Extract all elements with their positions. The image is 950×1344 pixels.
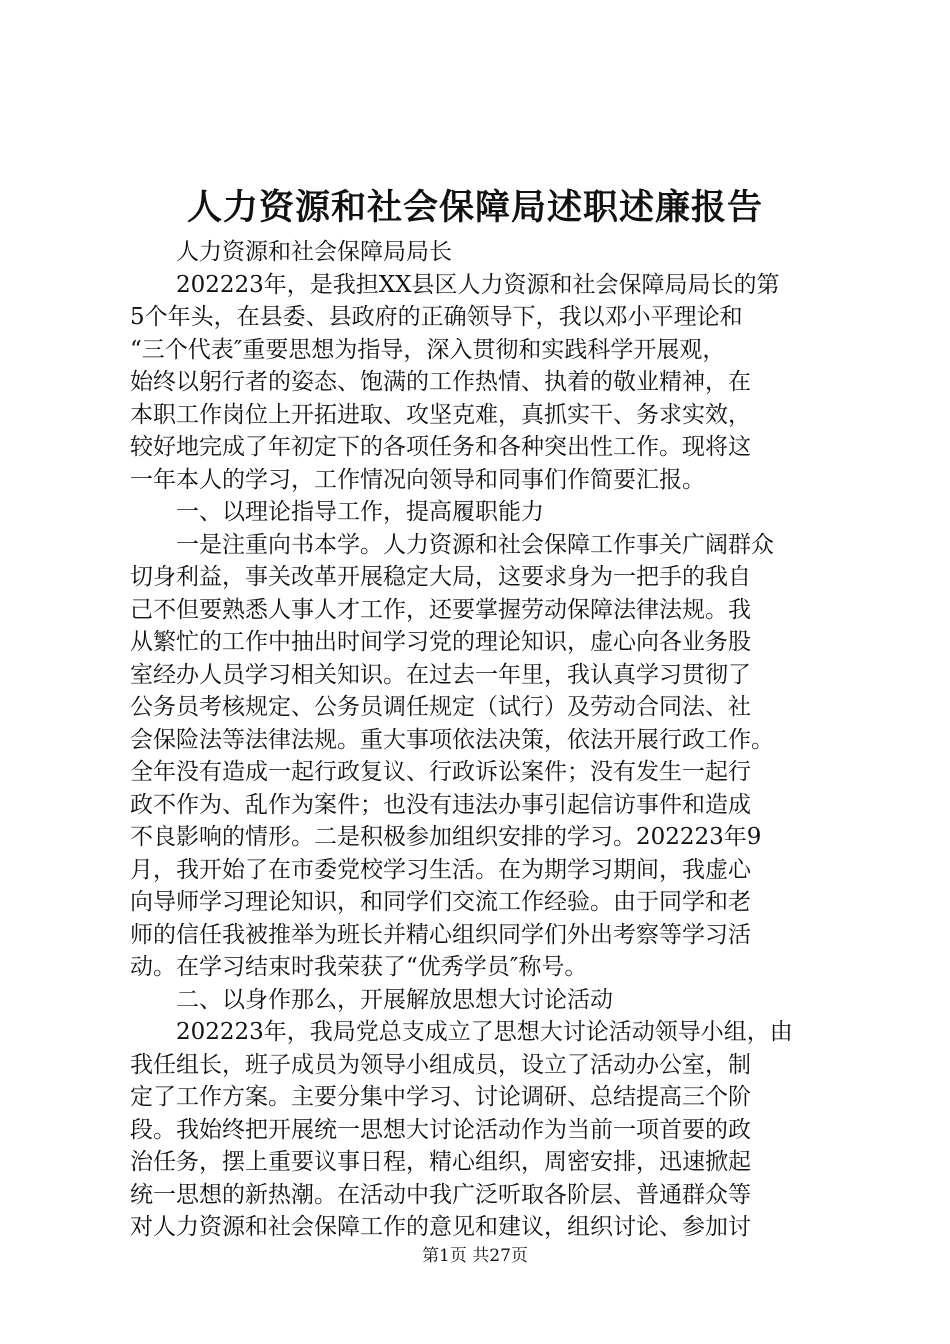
text-line: 切身利益，事关改革开展稳定大局，这要求身为一把手的我自 — [130, 564, 751, 590]
text-line: 治任务，摆上重要议事日程，精心组织，周密安排，迅速掀起 — [130, 1149, 751, 1175]
text-line: 从繁忙的工作中抽出时间学习党的理论知识，虚心向各业务股 — [130, 629, 751, 655]
text-line: 向导师学习理论知识，和同学们交流工作经验。由于同学和老 — [130, 889, 751, 915]
text-line: 较好地完成了年初定下的各项任务和各种突出性工作。现将这 — [130, 434, 751, 460]
document-body — [130, 236, 830, 1244]
text-line: 始终以躬行者的姿态、饱满的工作热情、执着的敬业精神，在 — [130, 369, 751, 395]
text-line: 段。我始终把开展统一思想大讨论活动作为当前一项首要的政 — [130, 1116, 751, 1143]
text-line: 我任组长，班子成员为领导小组成员，设立了活动办公室，制 — [130, 1051, 751, 1078]
text-line: 己不但要熟悉人事人才工作，还要掌握劳动保障法律法规。我 — [130, 596, 751, 623]
text-line: 师的信任我被推举为班长并精心组织同学们外出考察等学习活 — [130, 921, 751, 948]
text-line: 动。在学习结束时我荣获了“优秀学员″称号。 — [130, 954, 588, 980]
text-line: 会保险法等法律法规。重大事项依法决策，依法开展行政工作。 — [130, 726, 774, 753]
text-line: 202223年，是我担XX县区人力资源和社会保障局局长的第 — [176, 271, 780, 298]
text-line: 政不作为、乱作为案件；也没有违法办事引起信访事件和造成 — [130, 791, 751, 818]
text-line: 202223年，我局党总支成立了思想大讨论活动领导小组，由 — [176, 1019, 793, 1045]
text-line: 人力资源和社会保障局局长 — [176, 239, 452, 265]
text-line: 一是注重向书本学。人力资源和社会保障工作事关广阔群众 — [176, 531, 774, 558]
page-footer: 第1页 共27页 — [422, 1246, 528, 1266]
text-line: 月，我开始了在市委党校学习生活。在为期学习期间，我虚心 — [130, 856, 751, 883]
document-title: 人力资源和社会保障局述职述廉报告 — [186, 188, 763, 228]
text-line: 室经办人员学习相关知识。在过去一年里，我认真学习贯彻了 — [130, 661, 751, 688]
text-line: 本职工作岗位上开拓进取、攻坚克难，真抓实干、务求实效， — [130, 401, 751, 428]
text-line: 全年没有造成一起行政复议、行政诉讼案件；没有发生一起行 — [130, 759, 751, 785]
text-line: 一年本人的学习，工作情况向领导和同事们作简要汇报。 — [130, 466, 705, 493]
text-line: “三个代表″重要思想为指导，深入贯彻和实践科学开展观， — [130, 336, 726, 363]
text-line: 5个年头，在县委、县政府的正确领导下，我以邓小平理论和 — [130, 304, 743, 330]
text-line: 公务员考核规定、公务员调任规定（试行）及劳动合同法、社 — [130, 694, 751, 720]
text-line: 定了工作方案。主要分集中学习、讨论调研、总结提高三个阶 — [130, 1084, 751, 1110]
text-line: 二、以身作那么，开展解放思想大讨论活动 — [176, 986, 613, 1013]
text-line: 不良影响的情形。二是积极参加组织安排的学习。202223年9 — [130, 824, 762, 850]
text-line: 对人力资源和社会保障工作的意见和建议，组织讨论、参加讨 — [130, 1214, 751, 1240]
text-line: 统一思想的新热潮。在活动中我广泛听取各阶层、普通群众等 — [130, 1181, 751, 1208]
text-line: 一、以理论指导工作，提高履职能力 — [176, 499, 544, 525]
